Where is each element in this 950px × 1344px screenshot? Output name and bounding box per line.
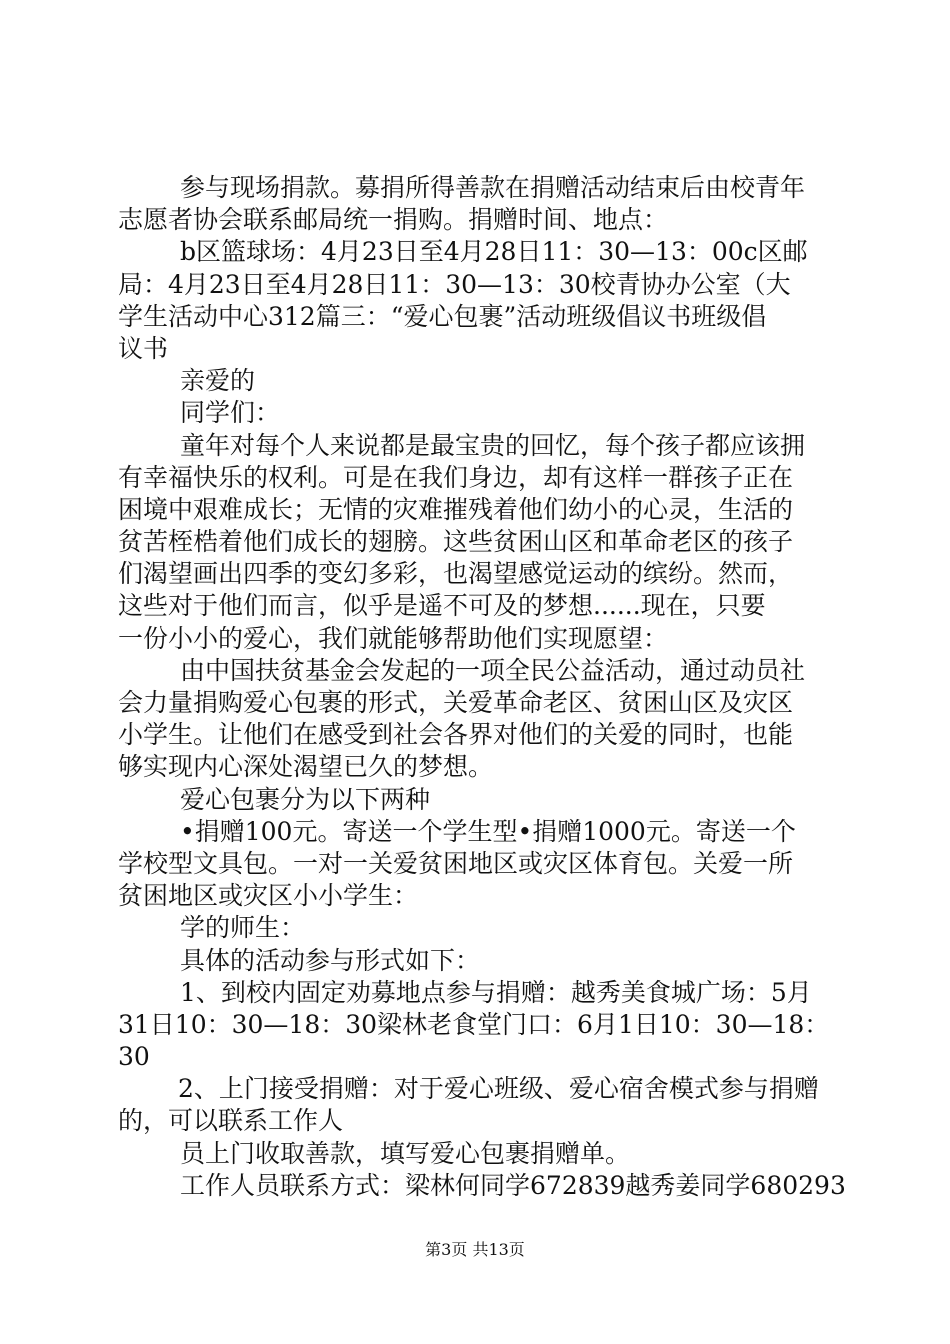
text-line: 小学生。让他们在感受到社会各界对他们的关爱的同时，也能 xyxy=(118,720,794,750)
text-line: 学校型文具包。一对一关爱贫困地区或灾区体育包。关爱一所 xyxy=(118,848,794,878)
text-line: 困境中艰难成长；无情的灾难摧残着他们幼小的心灵，生活的 xyxy=(118,494,794,524)
text-line: 学生活动中心312篇三：“爱心包裹”活动班级倡议书班级倡 xyxy=(118,301,767,331)
text-line: 亲爱的 xyxy=(180,366,256,396)
text-line: 同学们： xyxy=(180,398,281,428)
text-line: 的，可以联系工作人 xyxy=(118,1106,344,1136)
document-body xyxy=(118,172,846,1202)
text-line: 们渴望画出四季的变幻多彩，也渴望感觉运动的缤纷。然而， xyxy=(118,559,794,589)
text-line: 工作人员联系方式：梁林何同学672839越秀姜同学680293 xyxy=(180,1170,846,1200)
text-line: 30 xyxy=(118,1042,150,1072)
text-line: 议书 xyxy=(118,333,169,363)
text-line: 有幸福快乐的权利。可是在我们身边，却有这样一群孩子正在 xyxy=(118,462,794,492)
text-line: 爱心包裹分为以下两种 xyxy=(180,784,431,814)
text-line: 够实现内心深处渴望已久的梦想。 xyxy=(118,752,494,782)
text-line: 由中国扶贫基金会发起的一项全民公益活动，通过动员社 xyxy=(180,655,806,685)
text-line: 学的师生： xyxy=(180,913,306,943)
text-line: 这些对于他们而言，似乎是遥不可及的梦想......现在，只要 xyxy=(118,591,766,621)
text-line: 1、到校内固定劝募地点参与捐赠：越秀美食城广场：5月 xyxy=(180,977,812,1007)
text-line: 员上门收取善款，填写爱心包裹捐赠单。 xyxy=(180,1138,631,1168)
text-line: 参与现场捐款。募捐所得善款在捐赠活动结束后由校青年 xyxy=(180,173,806,202)
text-line: 志愿者协会联系邮局统一捐购。捐赠时间、地点： xyxy=(118,205,669,235)
text-line: 31日10：30—18：30梁林老食堂门口：6月1日10：30—18： xyxy=(118,1009,830,1039)
text-line: 会力量捐购爱心包裹的形式，关爱革命老区、贫困山区及灾区 xyxy=(118,688,794,717)
text-line: 贫困地区或灾区小小学生： xyxy=(118,881,419,911)
text-line: 2、上门接受捐赠：对于爱心班级、爱心宿舍模式参与捐赠 xyxy=(178,1074,819,1104)
text-line: 贫苦桎梏着他们成长的翅膀。这些贫困山区和革命老区的孩子 xyxy=(118,527,794,557)
text-line: 童年对每个人来说都是最宝贵的回忆，每个孩子都应该拥 xyxy=(180,430,806,460)
text-line: 局：4月23日至4月28日11：30—13：30校青协办公室（大 xyxy=(118,269,791,299)
text-line: 一份小小的爱心，我们就能够帮助他们实现愿望： xyxy=(118,623,669,653)
page-number-footer: 第3页 共13页 xyxy=(425,1240,525,1259)
text-line: b区篮球场：4月23日至4月28日11：30—13：00c区邮 xyxy=(180,237,808,267)
text-line: •捐赠100元。寄送一个学生型•捐赠1000元。寄送一个 xyxy=(180,816,796,846)
text-line: 具体的活动参与形式如下： xyxy=(180,945,481,975)
